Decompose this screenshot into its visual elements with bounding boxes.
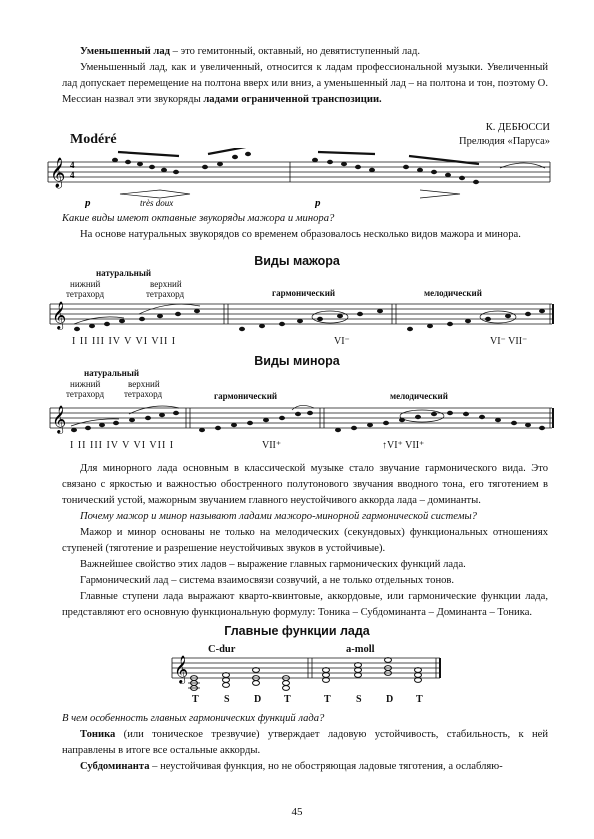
page-number: 45 (291, 806, 303, 818)
tempo-marking: Modéré (70, 132, 117, 147)
function-label: T (284, 694, 291, 705)
function-label: D (386, 694, 394, 705)
limited-transposition-term: ладами ограниченной транспозиции. (203, 94, 382, 105)
minor-melodic-degree-mark: ↑VI⁺ VII⁺ (382, 440, 425, 451)
piece-title: Прелюдия «Паруса» (458, 136, 550, 147)
key-c-dur: C-dur (208, 644, 236, 655)
major-upper-label: верхний (150, 279, 182, 289)
major-harmonic-degree-mark: VI⁻ (334, 336, 350, 347)
major-natural-label: натуральный (96, 268, 152, 278)
svg-text:4: 4 (70, 160, 75, 170)
function-label: S (224, 694, 230, 705)
composer-name: К. ДЕБЮССИ (485, 122, 550, 133)
svg-text:𝄞: 𝄞 (52, 407, 67, 433)
minor-degree-labels: I II III IV V VI VII I (70, 440, 175, 451)
minor-types-heading: Виды минора (254, 354, 340, 368)
paragraph-4: Для минорного лада основным в классической музыке стало звучание гармонического вида. Это связано с яркостью и важностью обостренного полутонового звучания вводного тона, его тяготением в тонический устой, мажорным звучанием главного неустойчивого аккорда лада – доминанты. (62, 463, 548, 506)
tonic-term: Тоника (80, 729, 116, 740)
major-scales-staff (42, 298, 562, 334)
debussy-music-example (40, 148, 560, 208)
major-harmonic-label: гармонический (272, 288, 336, 298)
minor-melodic-label: мелодический (390, 391, 448, 401)
major-lower-tetrachord-label: тетрахорд (66, 289, 105, 299)
minor-natural-label: натуральный (84, 368, 140, 378)
major-lower-label: нижний (70, 279, 101, 289)
question-2: Почему мажор и минор называют ладами мажоро-минорной гармонической системы? (80, 511, 477, 522)
minor-upper-label: верхний (128, 379, 160, 389)
key-a-moll: a-moll (346, 644, 375, 655)
paragraph-5: Мажор и минор основаны не только на мелодических (секундовых) функциональных отношениях ступеней (тяготение и разрешение неустойчивых звуков в устойчивые). (62, 527, 548, 554)
functions-staff (168, 652, 448, 694)
intro-paragraph-2-text: Уменьшенный лад, как и увеличенный, относится к ладам профессиональной музыки. Увеличенный лад допускает перемещение на полтона вверх или вниз, а уменьшенный лад – на полтона и тон, поэтому О. Мессиан назвал эти звукоряды (62, 62, 548, 105)
major-types-heading: Виды мажора (254, 254, 340, 268)
function-label: D (254, 694, 262, 705)
major-melodic-label: мелодический (424, 288, 482, 298)
svg-text:𝄞: 𝄞 (174, 657, 189, 683)
diminished-mode-term: Уменьшенный лад (80, 46, 171, 57)
paragraph-3: На основе натуральных звукорядов со временем образовалось несколько видов мажора и минора. (80, 229, 521, 240)
paragraph-6: Важнейшее свойство этих ладов – выражение главных гармонических функций лада. (80, 559, 466, 570)
paragraph-7: Гармонический лад – система взаимосвязи созвучий, а не только отдельных тонов. (80, 575, 455, 586)
svg-text:4: 4 (70, 170, 75, 180)
dynamic-p-1: p (85, 197, 91, 208)
minor-upper-tetrachord-label: тетрахорд (124, 389, 163, 399)
minor-harmonic-label: гармонический (214, 391, 278, 401)
minor-lower-label: нижний (70, 379, 101, 389)
tonic-text: (или тоническое трезвучие) утверждает ладовую устойчивость, стабильность, к ней направлены в итоге все остальные аккорды. (62, 729, 548, 756)
intro-paragraph-1 (62, 44, 548, 60)
intro-paragraph-2 (62, 60, 548, 108)
minor-scales-staff (42, 402, 562, 438)
minor-lower-tetrachord-label: тетрахорд (66, 389, 105, 399)
intro-paragraph-1-text: – это гемитонный, октавный, но девятиступенный лад. (170, 46, 421, 57)
question-3: В чем особенность главных гармонических функций лада? (62, 713, 325, 724)
paragraph-tonic (62, 727, 548, 759)
major-melodic-degree-mark: VI⁻ VII⁻ (490, 336, 528, 347)
major-degree-labels: I II III IV V VI VII I (72, 336, 177, 347)
question-1: Какие виды имеют октавные звукоряды мажора и минора? (62, 213, 335, 224)
function-label: T (416, 694, 423, 705)
minor-harmonic-degree-mark: VII⁺ (262, 440, 282, 451)
treble-clef-icon: 𝄞 (50, 158, 66, 187)
subdominant-term: Субдоминанта (80, 761, 150, 772)
function-label: T (192, 694, 199, 705)
subdominant-text: – неустойчивая функция, но не обостряющая ладовые тяготения, а ослабляю- (149, 761, 503, 772)
major-upper-tetrachord-label: тетрахорд (146, 289, 185, 299)
svg-text:𝄞: 𝄞 (52, 303, 67, 329)
function-label: S (356, 694, 362, 705)
paragraph-8: Главные ступени лада выражают кварто-квинтовые, аккордовые, или гармонические функции лада, представляют его основную функциональную формулу: Тоника – Субдоминанта – Доминанта – Тоника. (62, 591, 548, 618)
expression-mark: très doux (140, 198, 174, 208)
dynamic-p-2: p (315, 197, 321, 208)
function-label: T (324, 694, 331, 705)
main-functions-heading: Главные функции лада (224, 624, 370, 638)
paragraph-subdominant (62, 759, 548, 775)
